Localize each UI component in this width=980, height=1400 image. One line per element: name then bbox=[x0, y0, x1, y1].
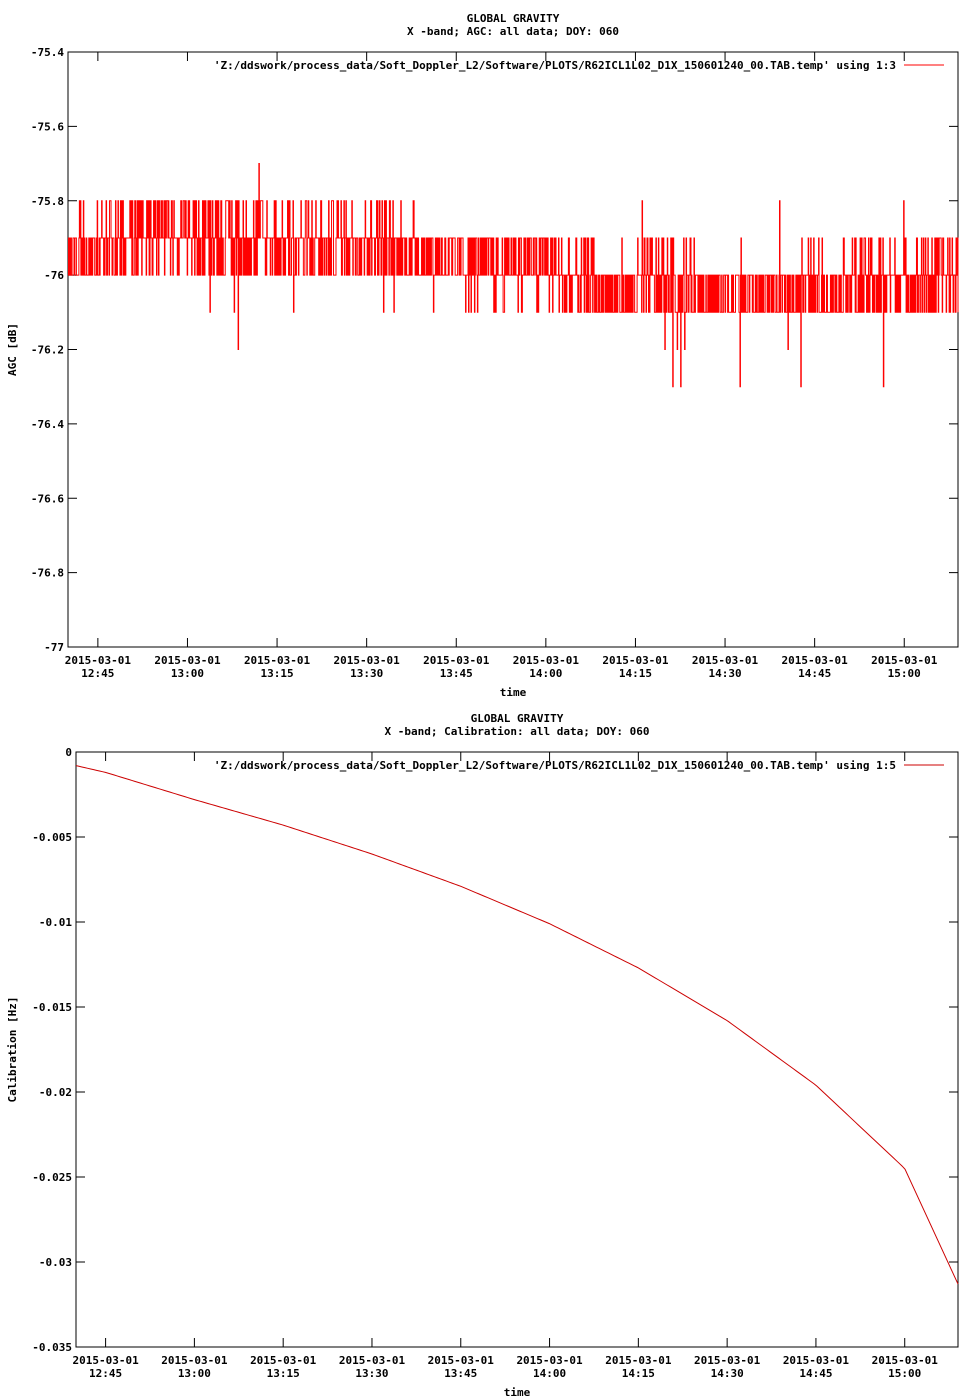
x-tick-time-label: 13:30 bbox=[350, 667, 384, 680]
y-tick-label: -0.035 bbox=[32, 1341, 72, 1354]
y-axis-label: AGC [dB] bbox=[6, 323, 19, 376]
y-tick-label: -75.4 bbox=[30, 46, 64, 59]
x-tick-time-label: 14:30 bbox=[708, 667, 742, 680]
x-axis-label: time bbox=[499, 686, 527, 699]
x-tick-date-label: 2015-03-01 bbox=[154, 654, 221, 667]
x-tick-date-label: 2015-03-01 bbox=[781, 654, 848, 667]
y-tick-label: -0.01 bbox=[38, 916, 72, 929]
x-tick-date-label: 2015-03-01 bbox=[250, 1354, 317, 1367]
y-axis-label: Calibration [Hz] bbox=[6, 996, 19, 1103]
x-tick-date-label: 2015-03-01 bbox=[72, 1354, 139, 1367]
x-tick-time-label: 13:00 bbox=[170, 667, 205, 680]
x-tick-date-label: 2015-03-01 bbox=[782, 1354, 850, 1367]
chart-subtitle: X -band; Calibration: all data; DOY: 060 bbox=[384, 725, 650, 738]
x-tick-date-label: 2015-03-01 bbox=[605, 1354, 672, 1367]
x-tick-date-label: 2015-03-01 bbox=[333, 654, 400, 667]
chart-title: GLOBAL GRAVITY bbox=[466, 12, 560, 25]
x-tick-time-label: 14:45 bbox=[798, 667, 832, 680]
x-tick-date-label: 2015-03-01 bbox=[602, 654, 669, 667]
legend-label: 'Z:/ddswork/process_data/Soft_Doppler_L2/Software/PLOTS/R62ICL1L02_D1X_150601240_00.TAB.temp' using 1:5 bbox=[213, 759, 896, 772]
x-tick-time-label: 13:45 bbox=[444, 1367, 478, 1380]
x-tick-time-label: 13:00 bbox=[177, 1367, 211, 1380]
chart-subtitle: X -band; AGC: all data; DOY: 060 bbox=[407, 25, 619, 38]
x-tick-date-label: 2015-03-01 bbox=[243, 654, 311, 667]
y-tick-label: -76.4 bbox=[30, 417, 64, 431]
x-tick-time-label: 14:45 bbox=[799, 1367, 833, 1380]
x-tick-date-label: 2015-03-01 bbox=[516, 1354, 583, 1367]
x-tick-date-label: 2015-03-01 bbox=[427, 1354, 494, 1367]
x-tick-time-label: 12:45 bbox=[89, 1367, 123, 1380]
x-tick-time-label: 14:15 bbox=[618, 667, 653, 680]
x-tick-time-label: 13:15 bbox=[260, 667, 294, 680]
y-tick-label: -0.005 bbox=[32, 831, 72, 844]
y-tick-label: -76.6 bbox=[30, 492, 64, 506]
x-tick-date-label: 2015-03-01 bbox=[338, 1354, 406, 1367]
x-tick-date-label: 2015-03-01 bbox=[423, 654, 490, 667]
y-tick-label: -76.2 bbox=[30, 343, 64, 357]
x-tick-time-label: 14:00 bbox=[529, 667, 563, 680]
y-tick-label: -76 bbox=[44, 269, 64, 283]
x-tick-time-label: 15:00 bbox=[888, 1367, 922, 1380]
x-tick-date-label: 2015-03-01 bbox=[512, 654, 579, 667]
y-tick-label: -77 bbox=[44, 641, 64, 654]
y-tick-label: -0.02 bbox=[38, 1086, 72, 1099]
y-tick-label: -75.8 bbox=[30, 194, 64, 208]
x-tick-time-label: 14:00 bbox=[532, 1367, 567, 1380]
x-tick-date-label: 2015-03-01 bbox=[694, 1354, 761, 1367]
x-tick-time-label: 14:30 bbox=[710, 1367, 744, 1380]
y-tick-label: 0 bbox=[65, 746, 72, 759]
y-tick-label: -0.025 bbox=[32, 1171, 72, 1184]
x-tick-time-label: 15:00 bbox=[887, 667, 921, 680]
x-tick-time-label: 13:30 bbox=[355, 1367, 389, 1380]
x-tick-time-label: 14:15 bbox=[621, 1367, 655, 1380]
x-tick-time-label: 13:15 bbox=[266, 1367, 300, 1380]
legend-label: 'Z:/ddswork/process_data/Soft_Doppler_L2/Software/PLOTS/R62ICL1L02_D1X_150601240_00.TAB.temp' using 1:3 bbox=[213, 59, 896, 72]
x-tick-time-label: 13:45 bbox=[439, 667, 473, 680]
x-tick-date-label: 2015-03-01 bbox=[64, 654, 131, 667]
x-axis-label: time bbox=[503, 1386, 531, 1399]
x-tick-date-label: 2015-03-01 bbox=[161, 1354, 228, 1367]
x-tick-date-label: 2015-03-01 bbox=[691, 654, 759, 667]
x-tick-date-label: 2015-03-01 bbox=[871, 654, 938, 667]
chart-title: GLOBAL GRAVITY bbox=[470, 712, 564, 725]
y-tick-label: -75.6 bbox=[30, 120, 64, 134]
y-tick-label: -0.015 bbox=[32, 1001, 72, 1014]
x-tick-time-label: 12:45 bbox=[81, 667, 115, 680]
y-tick-label: -76.8 bbox=[30, 566, 64, 580]
x-tick-date-label: 2015-03-01 bbox=[871, 1354, 938, 1367]
y-tick-label: -0.03 bbox=[38, 1256, 72, 1269]
